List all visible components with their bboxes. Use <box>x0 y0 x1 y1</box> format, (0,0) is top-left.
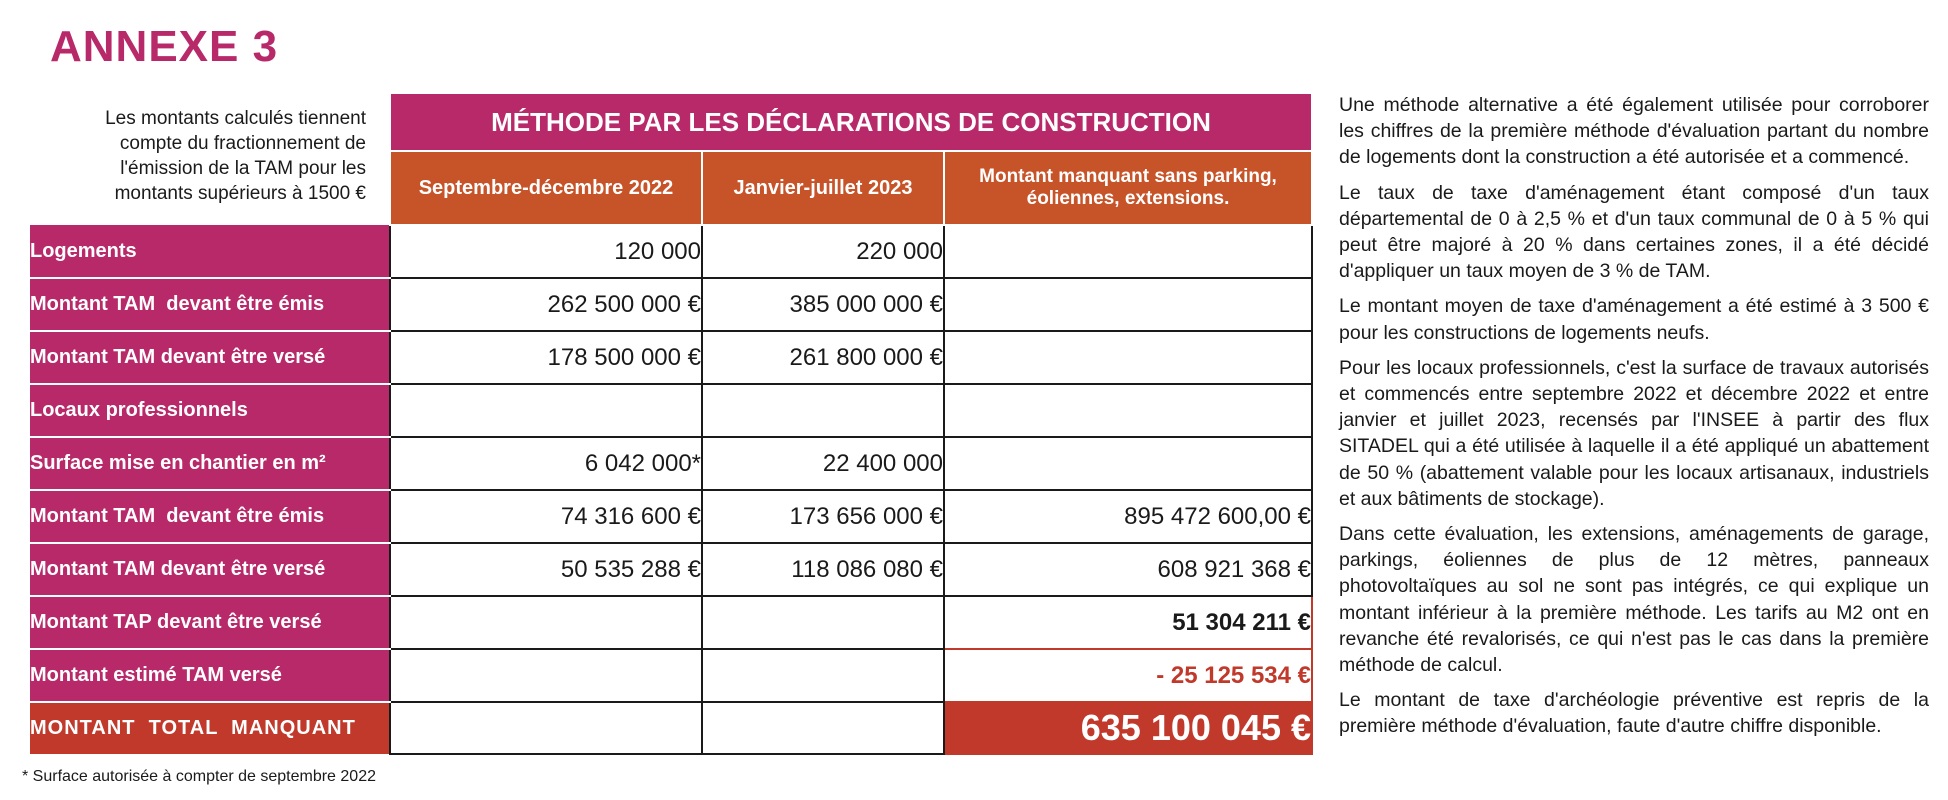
table-cell <box>390 702 702 754</box>
table-cell: 6 042 000* <box>390 437 702 490</box>
paragraph: Pour les locaux professionnels, c'est la surface de travaux autorisés et commencés entre septembre 2022 et décembre 2022 et entre janvier et juillet 2023, recensés par l'INSEE à partir des flux SITADEL qui a été utilisée à laquelle il a été appliqué un abattement de 50 % (abattement valable pour les locaux artisanaux, industriels et aux bâtiments de stockage). <box>1339 356 1929 510</box>
paragraph: Une méthode alternative a été également utilisée pour corroborer les chiffres de la première méthode d'évaluation partant du nombre de logements dont la construction a été autorisée et a commencé. <box>1339 94 1929 169</box>
table-cell: 120 000 <box>390 225 702 278</box>
paragraph: Le taux de taxe d'aménagement étant composé d'un taux départemental de 0 à 2,5 % et d'un taux communal de 0 à 5 % qui peut être majoré à 20 % dans certaines zones, il a été décidé d'appliquer un taux moyen de 3 % de TAM. <box>1339 181 1929 283</box>
column-header: Janvier-juillet 2023 <box>702 151 944 225</box>
table-row <box>30 490 1312 543</box>
column-header: Montant manquant sans parking, éoliennes, extensions. <box>944 151 1312 225</box>
table-row <box>30 437 1312 490</box>
table-row <box>30 331 1312 384</box>
table-main-header: MÉTHODE PAR LES DÉCLARATIONS DE CONSTRUCTION <box>390 94 1312 151</box>
construction-table <box>30 94 1313 755</box>
table-row <box>30 596 1312 649</box>
table-cell <box>390 649 702 702</box>
explanation-text <box>1339 92 1929 749</box>
table-cell <box>944 225 1312 278</box>
table-cell: 50 535 288 € <box>390 543 702 596</box>
table-cell <box>944 437 1312 490</box>
table-cell <box>390 596 702 649</box>
paragraph: Le montant moyen de taxe d'aménagement a été estimé à 3 500 € pour les constructions de logements neufs. <box>1339 295 1929 344</box>
column-header: Septembre-décembre 2022 <box>390 151 702 225</box>
table-cell: 261 800 000 € <box>702 331 944 384</box>
table-cell: 173 656 000 € <box>702 490 944 543</box>
page-title: ANNEXE 3 <box>50 22 279 71</box>
footnote: * Surface autorisée à compter de septembre 2022 <box>22 768 376 785</box>
table-cell: 178 500 000 € <box>390 331 702 384</box>
table-cell: 608 921 368 € <box>944 543 1312 596</box>
table-row <box>30 384 1312 437</box>
row-label: Montant estimé TAM versé <box>30 649 390 702</box>
table-cell <box>944 278 1312 331</box>
table-cell: 74 316 600 € <box>390 490 702 543</box>
paragraph: Dans cette évaluation, les extensions, aménagements de garage, parkings, éoliennes de plus de 12 mètres, panneaux photovoltaïques au sol ne sont pas intégrés, ce qui explique un montant inférieur à la première méthode. Les tarifs au M2 ont en revanche été revalorisés, ce qui n'est pas le cas dans la première méthode de calcul. <box>1339 523 1929 677</box>
table-cell: 118 086 080 € <box>702 543 944 596</box>
row-label: Logements <box>30 225 390 278</box>
row-label: Surface mise en chantier en m² <box>30 437 390 490</box>
row-label: Montant TAP devant être versé <box>30 596 390 649</box>
row-label: Montant TAM devant être versé <box>30 331 390 384</box>
table-row <box>30 278 1312 331</box>
table-cell: 51 304 211 € <box>944 596 1312 649</box>
table-cell: 220 000 <box>702 225 944 278</box>
table-cell <box>944 331 1312 384</box>
table-cell: - 25 125 534 € <box>944 649 1312 702</box>
table-row <box>30 225 1312 278</box>
row-label: Locaux professionnels <box>30 384 390 437</box>
table-cell: 385 000 000 € <box>702 278 944 331</box>
row-label: Montant TAM devant être versé <box>30 543 390 596</box>
table-cell: 895 472 600,00 € <box>944 490 1312 543</box>
table-cell <box>702 384 944 437</box>
row-label: Montant TAM devant être émis <box>30 490 390 543</box>
table-cell <box>702 649 944 702</box>
table-cell <box>702 596 944 649</box>
intro-note: Les montants calculés tiennent compte du fractionnement de l'émission de la TAM pour les montants supérieurs à 1500 € <box>105 108 366 204</box>
total-label: MONTANT TOTAL MANQUANT <box>30 702 390 754</box>
table-cell <box>702 702 944 754</box>
table-row <box>30 543 1312 596</box>
total-value: 635 100 045 € <box>944 702 1312 754</box>
paragraph: Le montant de taxe d'archéologie préventive est repris de la première méthode d'évaluation, faute d'autre chiffre disponible. <box>1339 689 1929 738</box>
total-row <box>30 702 1312 754</box>
table-row <box>30 649 1312 702</box>
row-label: Montant TAM devant être émis <box>30 278 390 331</box>
table-cell: 22 400 000 <box>702 437 944 490</box>
table-cell <box>390 384 702 437</box>
table-cell <box>944 384 1312 437</box>
table-cell: 262 500 000 € <box>390 278 702 331</box>
